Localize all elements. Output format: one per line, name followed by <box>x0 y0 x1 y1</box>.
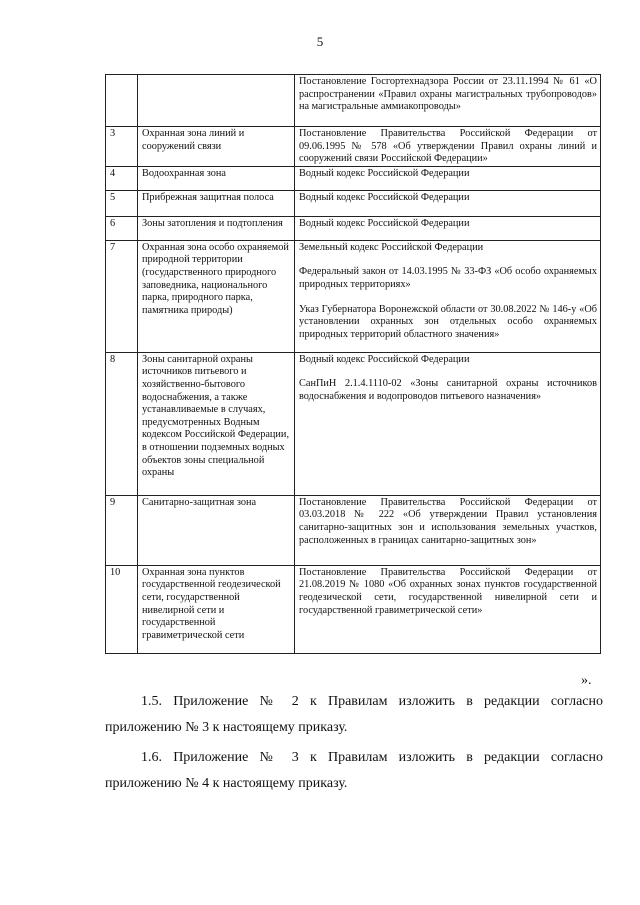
zones-table-body <box>106 75 601 654</box>
zone-name-cell: Санитарно-защитная зона <box>138 495 295 565</box>
legal-document-reference: СанПиН 2.1.4.1110-02 «Зоны санитарной охраны источников водоснабжения и водопроводов питьевого назначения» <box>299 378 597 402</box>
table-row <box>106 216 601 240</box>
table-row <box>106 240 601 352</box>
legal-document-cell <box>295 216 601 240</box>
table-row <box>106 190 601 216</box>
zone-name-cell: Зоны затопления и подтопления <box>138 216 295 240</box>
legal-document-cell <box>295 75 601 127</box>
paragraph-1-6: 1.6. Приложение № 3 к Правилам изложить в редакции согласно приложению № 4 к настоящему приказу. <box>105 750 603 791</box>
legal-document-reference: Водный кодекс Российской Федерации <box>299 353 470 365</box>
row-number-cell: 3 <box>106 127 138 167</box>
legal-document-reference: Постановление Госгортехнадзора России от 23.11.1994 № 61 «О распространении «Правил охраны магистральных трубопроводов» на магистральные аммиакопроводы» <box>299 76 597 113</box>
row-number-cell <box>106 75 138 127</box>
legal-document-cell <box>295 190 601 216</box>
paragraph-1-5: 1.5. Приложение № 2 к Правилам изложить в редакции согласно приложению № 3 к настоящему приказу. <box>105 694 603 735</box>
table-row <box>106 495 601 565</box>
zone-name-cell: Охранная зона пунктов государственной геодезической сети, государственной нивелирной сети и государственной гравиметрической сети <box>138 565 295 653</box>
legal-document-cell <box>295 352 601 495</box>
zone-name-cell <box>138 75 295 127</box>
page-number: 5 <box>316 34 324 49</box>
legal-document-reference: Водный кодекс Российской Федерации <box>299 167 470 179</box>
zone-name-cell: Охранная зона линий и сооружений связи <box>138 127 295 167</box>
row-number-cell: 7 <box>106 240 138 352</box>
legal-document-reference: Указ Губернатора Воронежской области от 30.08.2022 № 146-у «Об установлении охранных зон отдельных особо охраняемых природных территорий областного значения» <box>299 303 597 340</box>
zone-name-cell: Зоны санитарной охраны источников питьевого и хозяйственно-бытового водоснабжения, а также устанавливаемые в случаях, предусмотренных Водным кодексом Российской Федерации, в отношении подземных водных объектов зоны специальной охраны <box>138 352 295 495</box>
zone-name-cell: Охранная зона особо охраняемой природной территории (государственного природного заповедника, национального парка, природного парка, памятника природы) <box>138 240 295 352</box>
legal-document-reference: Федеральный закон от 14.03.1995 № 33-ФЗ «Об особо охраняемых природных территориях» <box>299 266 597 290</box>
table-row <box>106 166 601 190</box>
legal-document-reference: Водный кодекс Российской Федерации <box>299 191 470 203</box>
legal-document-cell <box>295 127 601 167</box>
row-number-cell: 10 <box>106 565 138 653</box>
row-number-cell: 8 <box>106 352 138 495</box>
legal-document-reference: Постановление Правительства Российской Федерации от 09.06.1995 № 578 «Об утверждении Правил охраны линий и сооружений связи Российской Федерации» <box>299 128 597 165</box>
row-number-cell: 5 <box>106 190 138 216</box>
legal-document-reference: Земельный кодекс Российской Федерации <box>299 241 484 253</box>
legal-document-cell <box>295 166 601 190</box>
closing-quote-mark: ». <box>581 673 592 688</box>
table-row <box>106 352 601 495</box>
table-row <box>106 565 601 653</box>
legal-document-cell <box>295 240 601 352</box>
legal-document-cell <box>295 495 601 565</box>
zone-name-cell: Прибрежная защитная полоса <box>138 190 295 216</box>
legal-document-reference: Водный кодекс Российской Федерации <box>299 217 470 229</box>
zones-table <box>105 74 601 654</box>
table-row <box>106 75 601 127</box>
table-row <box>106 127 601 167</box>
row-number-cell: 6 <box>106 216 138 240</box>
row-number-cell: 9 <box>106 495 138 565</box>
zone-name-cell: Водоохранная зона <box>138 166 295 190</box>
legal-document-cell <box>295 565 601 653</box>
legal-document-reference: Постановление Правительства Российской Федерации от 03.03.2018 № 222 «Об утверждении Правил установления санитарно-защитных зон и использования земельных участков, расположенных в границах санитарно-защитных зон» <box>299 496 597 546</box>
row-number-cell: 4 <box>106 166 138 190</box>
legal-document-reference: Постановление Правительства Российской Федерации от 21.08.2019 № 1080 «Об охранных зонах пунктов государственной геодезической сети, государственной нивелирной сети и государственной гравиметрической сети» <box>299 566 597 616</box>
